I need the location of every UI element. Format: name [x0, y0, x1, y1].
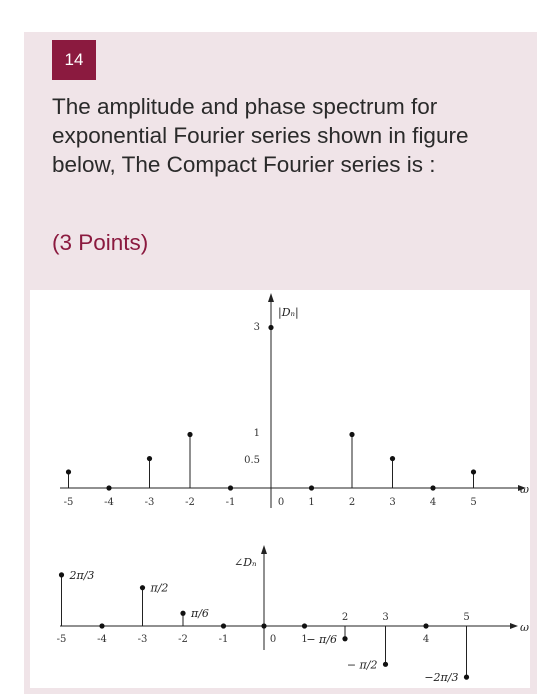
amplitude-x-tick: 1	[308, 497, 315, 508]
amplitude-x-tick: 5	[470, 497, 477, 508]
amplitude-x-tick: -5	[63, 497, 74, 508]
phase-annotation: − π/2	[346, 658, 378, 672]
amplitude-point	[187, 432, 192, 437]
amplitude-spectrum-chart	[60, 293, 529, 508]
amplitude-point	[309, 485, 314, 490]
amp-ytick-3: 3	[253, 322, 260, 333]
phase-x-tick: -5	[56, 634, 67, 645]
phase-x-tick: 1	[301, 634, 308, 645]
phase-x-tick: 5	[463, 612, 470, 623]
phase-x-tick: -1	[218, 634, 229, 645]
spectrum-figure	[30, 290, 530, 688]
amplitude-point	[106, 485, 111, 490]
amplitude-point	[349, 432, 354, 437]
phase-x-tick: -4	[97, 634, 107, 645]
phase-point	[261, 623, 266, 628]
phase-annotation: π/6	[191, 607, 209, 621]
amplitude-point	[471, 469, 476, 474]
phase-point	[59, 572, 64, 577]
question-card	[24, 32, 537, 694]
phase-x-tick: 3	[382, 612, 389, 623]
phase-x-label: ω	[520, 621, 529, 634]
phase-point	[99, 623, 104, 628]
phase-annotation: −2π/3	[424, 671, 459, 685]
amplitude-y-label: |Dₙ|	[278, 306, 299, 319]
question-points: (3 Points)	[52, 230, 149, 255]
phase-point	[221, 623, 226, 628]
phase-point	[383, 662, 388, 667]
phase-point	[140, 585, 145, 590]
phase-point	[180, 611, 185, 616]
question-number-badge: 14	[52, 40, 96, 80]
phase-spectrum-chart	[57, 545, 529, 684]
amplitude-x-tick: 4	[429, 497, 437, 508]
phase-x-tick: 4	[422, 634, 430, 645]
amplitude-x-tick: -2	[185, 497, 195, 508]
phase-y-arrow	[261, 545, 267, 554]
phase-point	[302, 623, 307, 628]
amplitude-y-arrow	[268, 293, 274, 302]
amplitude-x-tick: 2	[348, 497, 356, 508]
amplitude-x-label: ω	[520, 483, 529, 496]
phase-point	[342, 636, 347, 641]
phase-x-arrow	[510, 623, 518, 629]
phase-point	[423, 623, 428, 628]
amplitude-x-tick: -4	[104, 497, 114, 508]
phase-x-tick: -2	[178, 634, 188, 645]
question-figure	[30, 290, 530, 688]
amplitude-x-tick: -1	[225, 497, 236, 508]
phase-annotation: π/2	[150, 581, 169, 595]
phase-x-tick: 2	[341, 612, 349, 623]
amp-ytick-0-5: 0.5	[244, 455, 260, 466]
phase-point	[464, 675, 469, 680]
amplitude-point	[228, 485, 233, 490]
amplitude-x-tick: 0	[277, 497, 285, 508]
question-text: The amplitude and phase spectrum for exponential Fourier series shown in figure below, The Compact Fourier series is :	[52, 94, 469, 177]
amplitude-point	[66, 469, 71, 474]
amplitude-point	[430, 485, 435, 490]
amplitude-point	[268, 325, 273, 330]
amplitude-point	[147, 456, 152, 461]
phase-x-tick: -3	[137, 634, 148, 645]
phase-annotation: − π/6	[306, 632, 337, 646]
amplitude-point	[390, 456, 395, 461]
phase-annotation: 2π/3	[69, 568, 95, 582]
amp-ytick-1: 1	[253, 428, 260, 439]
amplitude-x-tick: 3	[389, 497, 396, 508]
phase-y-label: ∠Dₙ	[234, 556, 257, 569]
amplitude-x-tick: -3	[144, 497, 155, 508]
phase-x-tick: 0	[269, 634, 277, 645]
